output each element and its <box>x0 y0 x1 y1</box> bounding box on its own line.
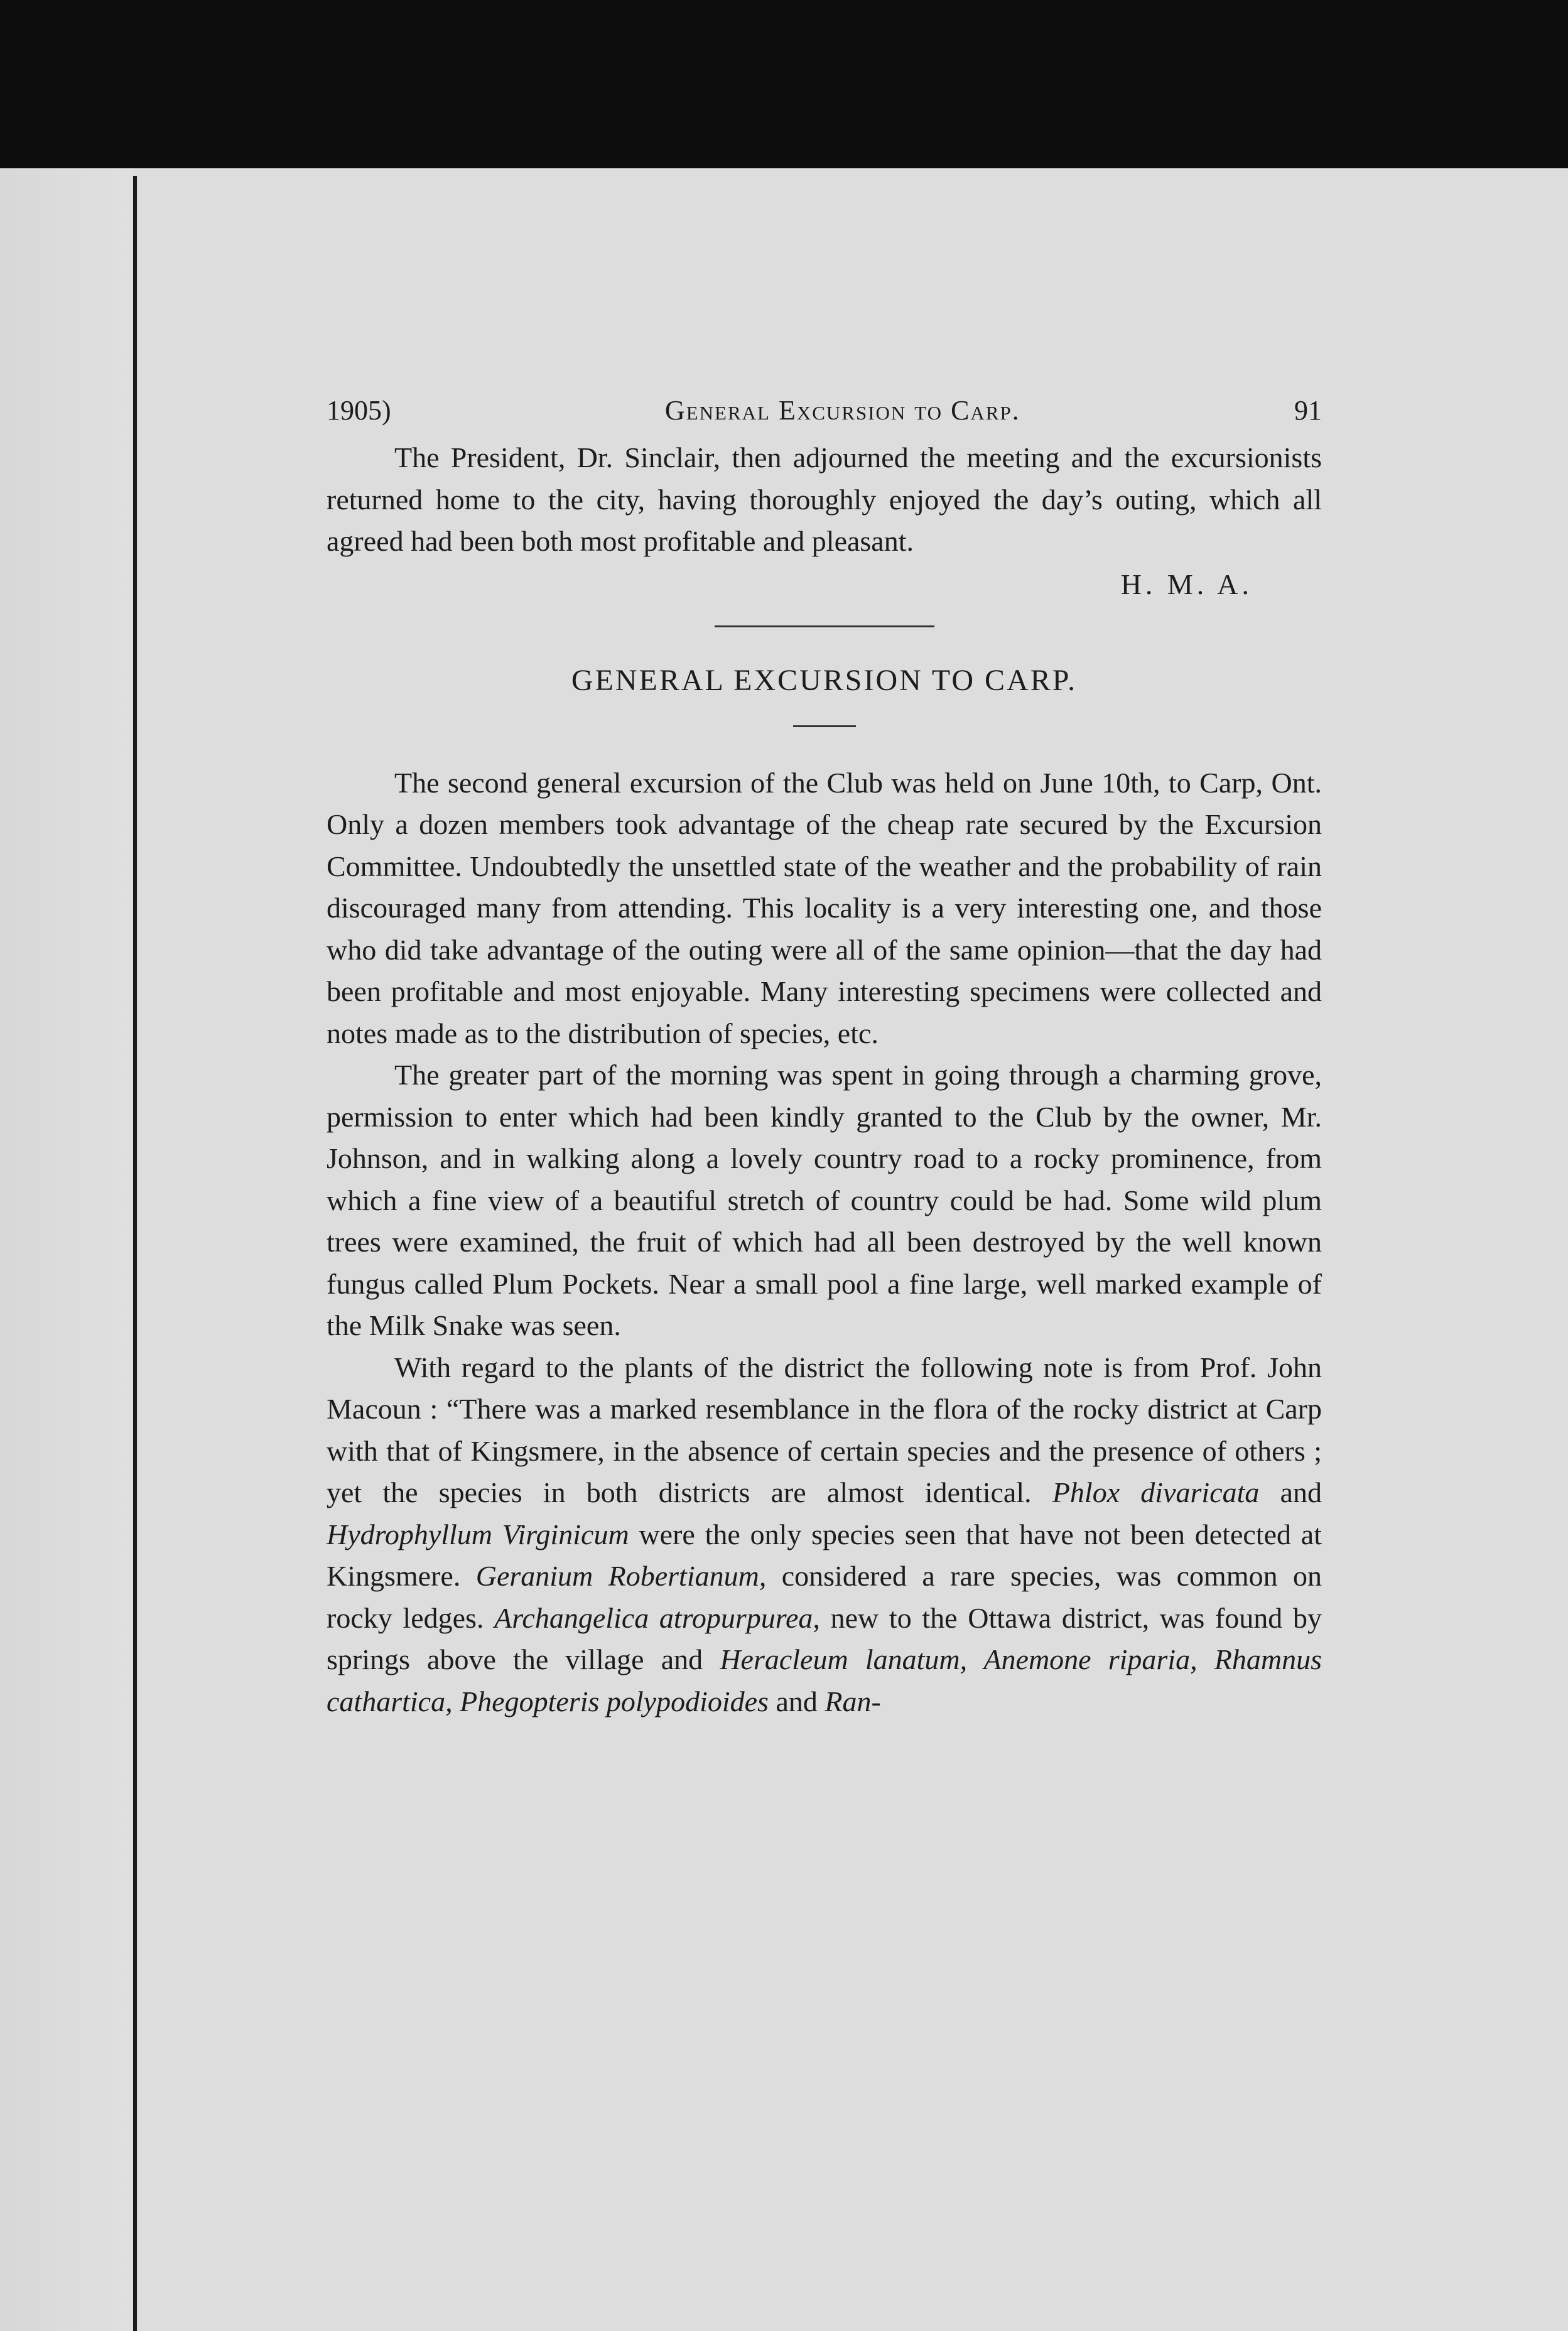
article-paragraph-1: The second general excursion of the Club was held on June 10th, to Carp, Ont. Only a dozen members took advantage of the cheap rate secured by the Excursion Committee. Undoubtedly the unsettled state of the weather and the probability of rain discouraged many from attending. This locality is a very interesting one, and those who did take advantage of the outing were all of the same opinion—that the day had been profitable and most enjoyable. Many interesting specimens were collected and notes made as to the distribution of species, etc. <box>327 766 1322 1049</box>
species-ran: Ran- <box>825 1685 881 1717</box>
p3-text-2: and <box>1259 1476 1322 1508</box>
species-geranium: Geranium Robertianum, <box>475 1560 767 1592</box>
author-signature: H. M. A. <box>1120 568 1253 600</box>
page-content <box>327 384 1322 1723</box>
article-paragraph-2: The greater part of the morning was spent in going through a charming grove, permission to enter which had been kindly granted to the Club by the owner, Mr. Johnson, and in walking along a lovely country road to a rocky prominence, from which a fine view of a beautiful stretch of country could be had. Some wild plum trees were examined, the fruit of which had all been destroyed by the well known fungus called Plum Pockets. Near a small pool a fine large, well marked example of the Milk Snake was seen. <box>327 1059 1322 1341</box>
closing-paragraph: The President, Dr. Sinclair, then adjourned the meeting and the excursionists returned home to the city, having thoroughly enjoyed the day’s outing, which all agreed had been both most profitable and pleasant. <box>327 441 1322 557</box>
running-head <box>327 384 1322 437</box>
page-gutter <box>0 168 133 2331</box>
species-hydrophyllum: Hydrophyllum Virginicum <box>327 1518 629 1550</box>
p3-text-6: and <box>768 1685 825 1717</box>
p3-text-1: With regard to the plants of the district the following note is from Prof. John Macoun : “There was a marked resemblance in the flora of the rocky district at Carp with that of Kingsmere, in the absence of certain species and the presence of others ; yet the species in both districts are almost identical. <box>327 1351 1322 1508</box>
section-divider <box>715 625 934 627</box>
p3-text-4: considered a rare species, was common on rocky ledges. <box>327 1560 1322 1634</box>
title-rule <box>793 725 856 727</box>
article-title: GENERAL EXCURSION TO CARP. <box>571 663 1078 697</box>
p3-text-3: were the only species seen that have not been detected at Kingsmere. <box>327 1518 1322 1592</box>
species-phlox: Phlox divaricata <box>1052 1476 1260 1508</box>
species-list: Heracleum lanatum, Anemone riparia, Rhamnus cathartica, Phegopteris polypodioides <box>327 1643 1322 1717</box>
running-head-year: 1905) <box>327 395 391 426</box>
page-number: 91 <box>1294 395 1322 426</box>
running-head-title: General Excursion to Carp. <box>664 395 1020 426</box>
p3-text-5: new to the Ottawa district, was found by springs above the village and <box>327 1601 1322 1675</box>
species-archangelica: Archangelica atropurpurea, <box>494 1601 820 1634</box>
article-paragraph-3 <box>327 1347 1322 1723</box>
binding-edge <box>133 176 137 2331</box>
